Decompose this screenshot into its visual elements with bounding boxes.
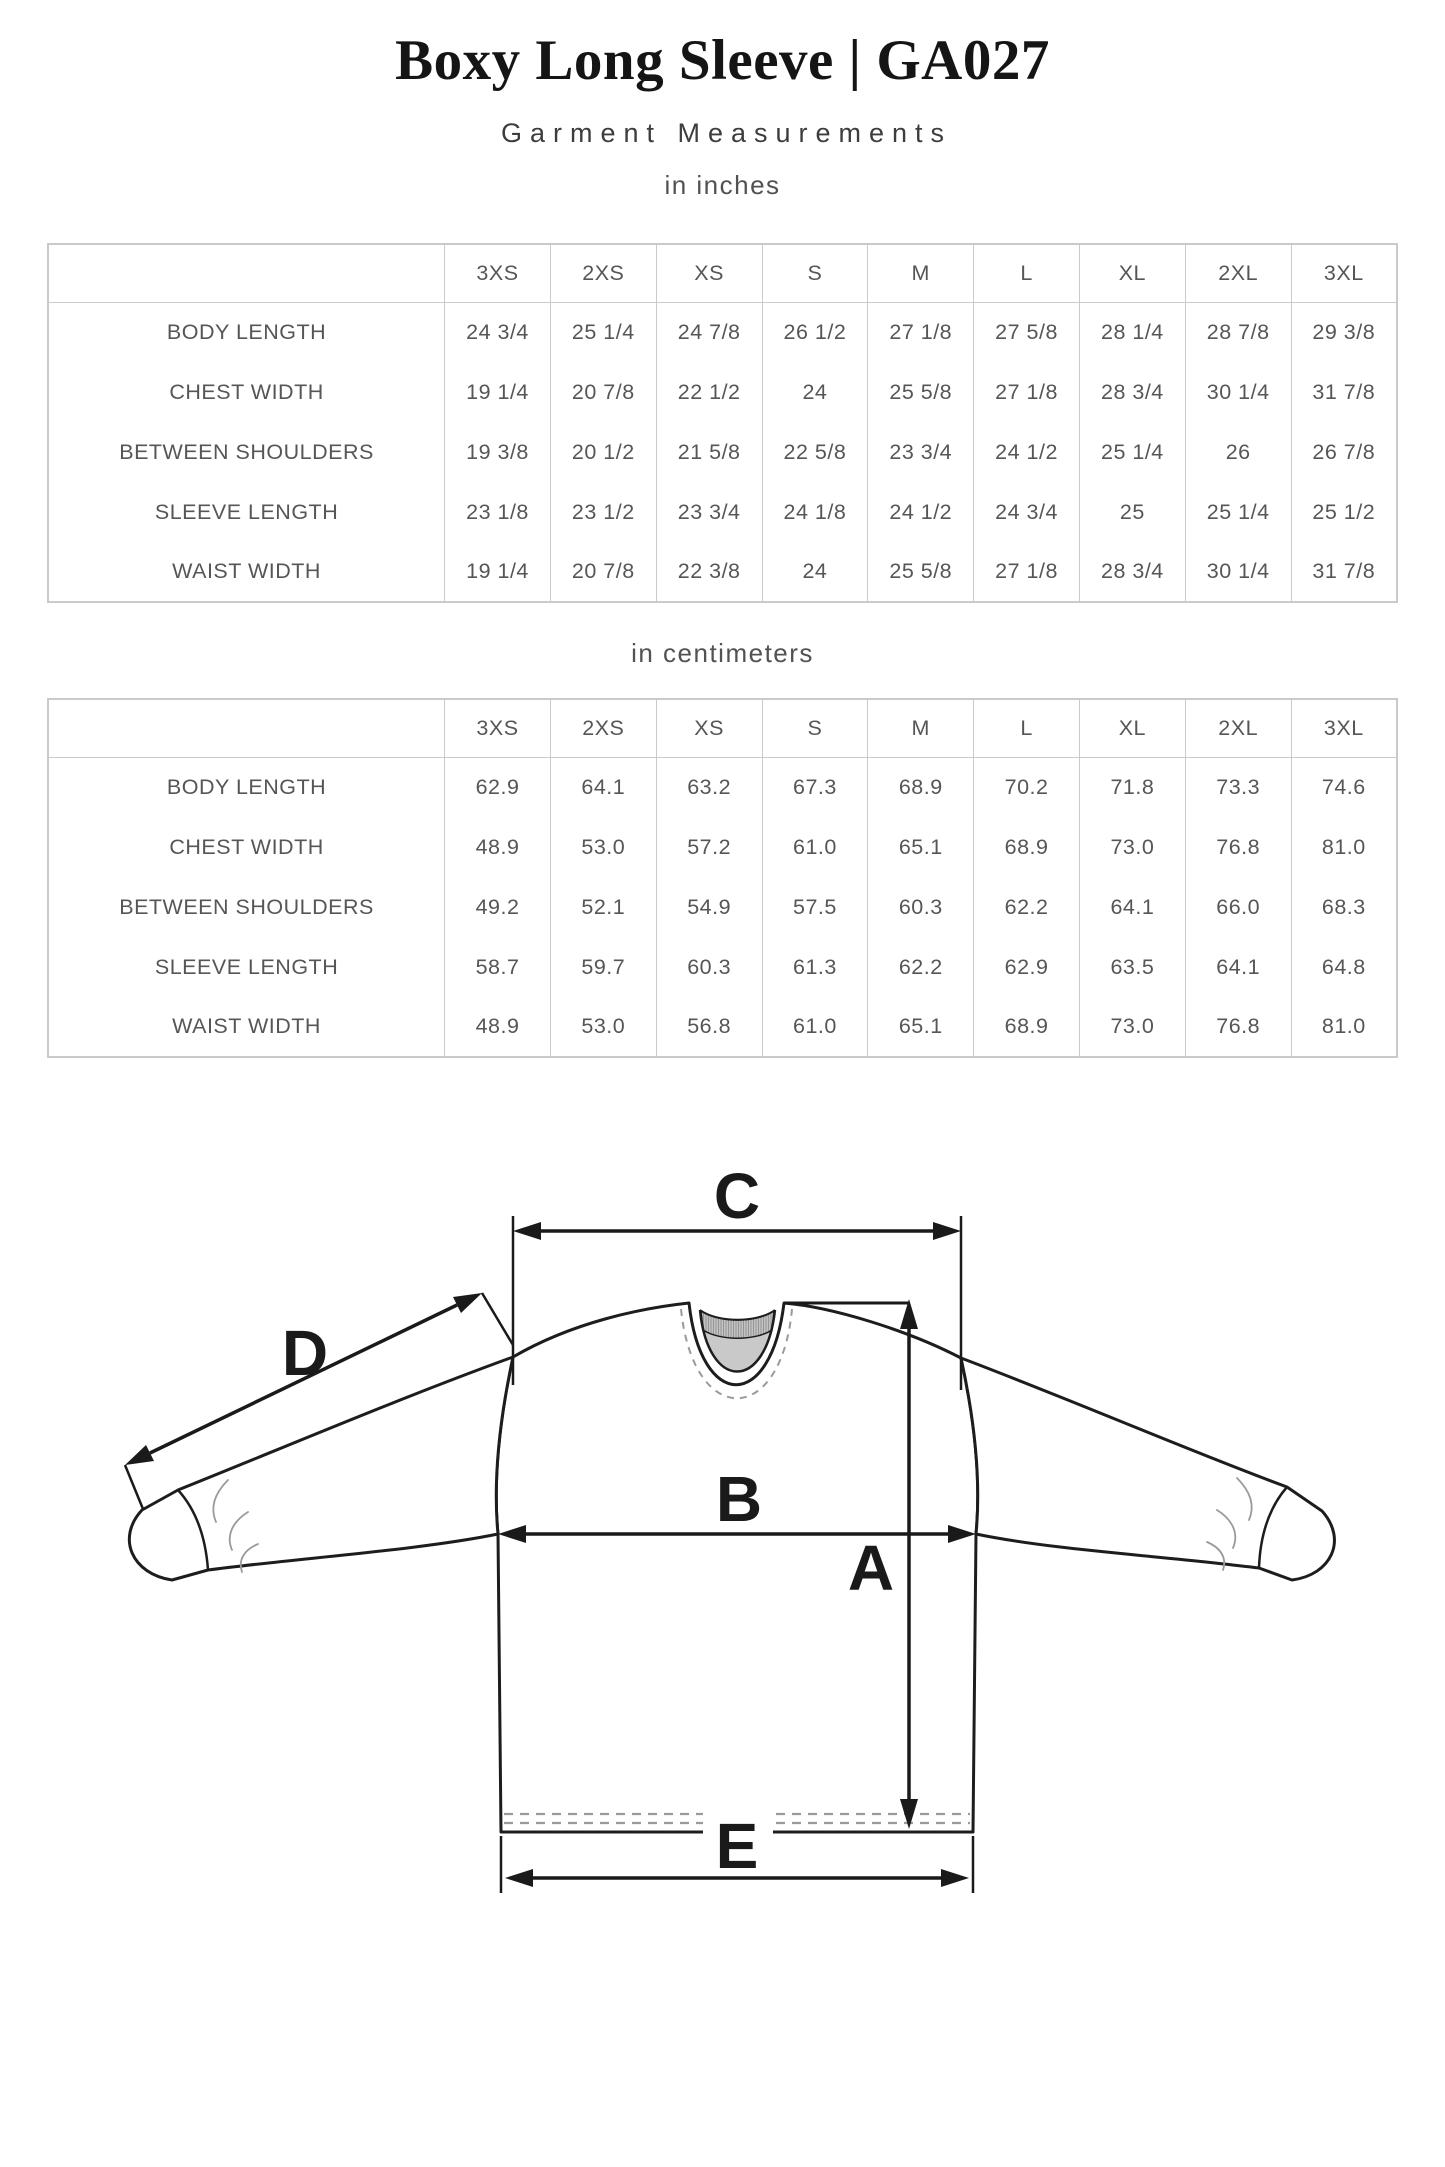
measurement-row-label: BETWEEN SHOULDERS	[119, 894, 374, 919]
measurement-cell: 60.3	[868, 877, 974, 937]
measurement-cell: 81.0	[1291, 997, 1397, 1057]
body-outline	[496, 1303, 977, 1832]
measure-label-a: A	[847, 1532, 895, 1604]
measurement-cell: 25 1/4	[1079, 422, 1185, 482]
measurement-cell: 29 3/8	[1291, 302, 1397, 362]
measurement-cell: 26 1/2	[762, 302, 868, 362]
measurement-row	[48, 422, 1397, 482]
size-column-header: 3XS	[445, 699, 551, 757]
measurement-cell: 30 1/4	[1185, 542, 1291, 602]
measurement-cell: 25 1/2	[1291, 482, 1397, 542]
measurement-cell: 64.1	[1079, 877, 1185, 937]
size-header-row	[48, 244, 1397, 302]
inches-table-body	[48, 302, 1397, 602]
measurement-row	[48, 757, 1397, 817]
measurement-cell: 63.5	[1079, 937, 1185, 997]
measurement-cell: 25 5/8	[868, 542, 974, 602]
measurement-row	[48, 362, 1397, 422]
measurement-cell: 25 5/8	[868, 362, 974, 422]
measurement-cell: 25 1/4	[1185, 482, 1291, 542]
size-column-header: S	[762, 699, 868, 757]
measurement-cell: 23 3/4	[868, 422, 974, 482]
measurement-cell: 20 7/8	[550, 542, 656, 602]
size-column-header: XS	[656, 244, 762, 302]
measurement-cell: 28 7/8	[1185, 302, 1291, 362]
measurement-cell: 53.0	[550, 997, 656, 1057]
corner-cell	[48, 699, 445, 757]
measurement-cell: 54.9	[656, 877, 762, 937]
measurement-cell: 24	[762, 542, 868, 602]
measurement-cell: 70.2	[974, 757, 1080, 817]
measurement-cell: 25 1/4	[550, 302, 656, 362]
measurement-cell: 30 1/4	[1185, 362, 1291, 422]
measurement-cell: 67.3	[762, 757, 868, 817]
measurement-cell: 81.0	[1291, 817, 1397, 877]
size-column-header: 3XL	[1291, 699, 1397, 757]
measurement-cell: 68.9	[974, 997, 1080, 1057]
measurement-row	[48, 302, 1397, 362]
measurement-cell: 20 1/2	[550, 422, 656, 482]
corner-cell	[48, 244, 445, 302]
size-column-header: 3XS	[445, 244, 551, 302]
measurement-row	[48, 482, 1397, 542]
measurement-cell: 22 1/2	[656, 362, 762, 422]
measurement-cell: 49.2	[445, 877, 551, 937]
measurement-cell: 60.3	[656, 937, 762, 997]
measurement-row-label: BETWEEN SHOULDERS	[119, 439, 374, 464]
measurement-cell: 25	[1079, 482, 1185, 542]
unit-label-inches: in inches	[664, 170, 781, 200]
size-column-header: XS	[656, 699, 762, 757]
measurement-row	[48, 937, 1397, 997]
centimeters-table-header	[48, 699, 1397, 757]
measurement-cell: 61.3	[762, 937, 868, 997]
measurement-cell: 24 1/2	[974, 422, 1080, 482]
measurement-cell: 20 7/8	[550, 362, 656, 422]
measurement-cell: 73.0	[1079, 997, 1185, 1057]
measurement-cell: 24 3/4	[445, 302, 551, 362]
size-column-header: M	[868, 699, 974, 757]
size-column-header: 2XS	[550, 244, 656, 302]
measurement-cell: 59.7	[550, 937, 656, 997]
measurement-cell: 21 5/8	[656, 422, 762, 482]
measurement-cell: 58.7	[445, 937, 551, 997]
measurement-cell: 23 1/2	[550, 482, 656, 542]
measurement-cell: 19 1/4	[445, 542, 551, 602]
measurement-cell: 62.2	[868, 937, 974, 997]
measure-label-c: C	[713, 1160, 761, 1232]
measurement-cell: 24 1/8	[762, 482, 868, 542]
measurement-cell: 26	[1185, 422, 1291, 482]
size-column-header: XL	[1079, 699, 1185, 757]
measurement-cell: 23 3/4	[656, 482, 762, 542]
measurement-cell: 68.9	[868, 757, 974, 817]
measurement-cell: 24	[762, 362, 868, 422]
measurement-cell: 28 3/4	[1079, 542, 1185, 602]
measurement-cell: 57.5	[762, 877, 868, 937]
measurement-cell: 64.1	[1185, 937, 1291, 997]
measurement-row-label: BODY LENGTH	[166, 319, 327, 344]
page-title: Boxy Long Sleeve | GA027	[395, 29, 1050, 92]
measurement-cell: 74.6	[1291, 757, 1397, 817]
size-column-header: L	[974, 244, 1080, 302]
garment-diagram	[52, 1118, 1392, 1918]
measurement-cell: 68.3	[1291, 877, 1397, 937]
size-column-header: 3XL	[1291, 244, 1397, 302]
unit-label-centimeters: in centimeters	[631, 638, 814, 668]
size-column-header: L	[974, 699, 1080, 757]
measurement-row	[48, 817, 1397, 877]
measurement-cell: 76.8	[1185, 817, 1291, 877]
measurement-cell: 62.9	[974, 937, 1080, 997]
measurement-row-label: SLEEVE LENGTH	[154, 499, 339, 524]
measurement-cell: 57.2	[656, 817, 762, 877]
measurement-cell: 63.2	[656, 757, 762, 817]
measurement-cell: 48.9	[445, 997, 551, 1057]
measure-label-b: B	[715, 1463, 763, 1535]
measurement-cell: 73.3	[1185, 757, 1291, 817]
measurement-cell: 24 3/4	[974, 482, 1080, 542]
right-sleeve	[961, 1358, 1334, 1580]
measure-label-e: E	[715, 1810, 759, 1882]
inches-table-header	[48, 244, 1397, 302]
size-header-row	[48, 699, 1397, 757]
measurement-cell: 53.0	[550, 817, 656, 877]
centimeters-table	[47, 698, 1398, 1058]
measurement-cell: 24 7/8	[656, 302, 762, 362]
garment-diagram-svg	[52, 1118, 1392, 1918]
measurement-cell: 27 5/8	[974, 302, 1080, 362]
measurement-cell: 27 1/8	[974, 362, 1080, 422]
size-column-header: S	[762, 244, 868, 302]
measurement-row-label: CHEST WIDTH	[169, 834, 324, 859]
measurement-cell: 31 7/8	[1291, 542, 1397, 602]
measurement-cell: 52.1	[550, 877, 656, 937]
measurement-row-label: CHEST WIDTH	[169, 379, 324, 404]
size-column-header: M	[868, 244, 974, 302]
measurement-cell: 56.8	[656, 997, 762, 1057]
measurement-cell: 64.8	[1291, 937, 1397, 997]
measurement-cell: 76.8	[1185, 997, 1291, 1057]
size-column-header: 2XL	[1185, 244, 1291, 302]
measurement-cell: 28 3/4	[1079, 362, 1185, 422]
measurement-row	[48, 542, 1397, 602]
measurement-cell: 71.8	[1079, 757, 1185, 817]
measurement-cell: 31 7/8	[1291, 362, 1397, 422]
measurement-cell: 65.1	[868, 817, 974, 877]
size-column-header: 2XS	[550, 699, 656, 757]
measurement-cell: 19 1/4	[445, 362, 551, 422]
measurement-cell: 48.9	[445, 817, 551, 877]
measurement-cell: 26 7/8	[1291, 422, 1397, 482]
measurement-cell: 68.9	[974, 817, 1080, 877]
measure-label-d: D	[281, 1317, 329, 1389]
measurement-cell: 19 3/8	[445, 422, 551, 482]
measurement-cell: 65.1	[868, 997, 974, 1057]
measurement-cell: 62.9	[445, 757, 551, 817]
left-sleeve	[129, 1357, 513, 1580]
measurement-cell: 64.1	[550, 757, 656, 817]
measurement-cell: 73.0	[1079, 817, 1185, 877]
measurement-cell: 27 1/8	[868, 302, 974, 362]
measurement-cell: 22 3/8	[656, 542, 762, 602]
measurement-row	[48, 997, 1397, 1057]
measurement-row-label: SLEEVE LENGTH	[154, 954, 339, 979]
measurement-row-label: WAIST WIDTH	[172, 1014, 321, 1038]
measurement-row-label: WAIST WIDTH	[172, 559, 321, 583]
measurement-cell: 27 1/8	[974, 542, 1080, 602]
inches-table	[47, 243, 1398, 603]
measurement-row	[48, 877, 1397, 937]
measurement-cell: 62.2	[974, 877, 1080, 937]
measurement-cell: 61.0	[762, 997, 868, 1057]
size-column-header: XL	[1079, 244, 1185, 302]
measurement-cell: 61.0	[762, 817, 868, 877]
centimeters-table-body	[48, 757, 1397, 1057]
measurement-cell: 23 1/8	[445, 482, 551, 542]
measurement-cell: 66.0	[1185, 877, 1291, 937]
measurement-cell: 22 5/8	[762, 422, 868, 482]
measurement-row-label: BODY LENGTH	[166, 774, 327, 799]
size-column-header: 2XL	[1185, 699, 1291, 757]
page-subtitle: Garment Measurements	[500, 118, 953, 148]
measurement-cell: 24 1/2	[868, 482, 974, 542]
measurement-cell: 28 1/4	[1079, 302, 1185, 362]
